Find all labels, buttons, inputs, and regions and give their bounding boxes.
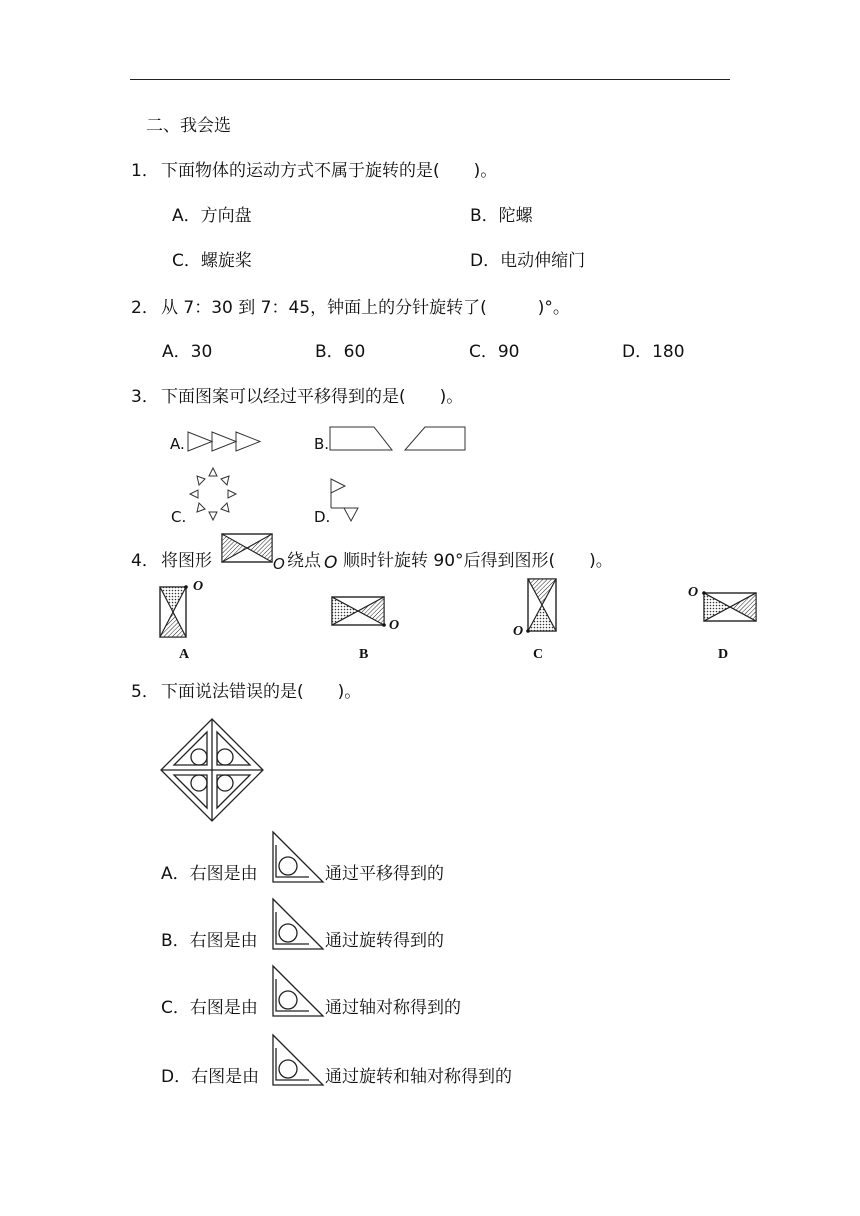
q2-stem: 从 7：30 到 7：45，钟面上的分针旋转了( )°。 [161,298,570,318]
q1-number: 1． [131,161,159,181]
q5-option-b-figure [272,898,324,950]
q4-stem-mid: 绕点 [287,551,321,571]
q2-option-a[interactable]: A．30 [162,342,213,362]
q5-option-c-pre[interactable]: C．右图是由 [161,998,258,1018]
q5-option-d-figure [272,1034,324,1086]
q1-option-b[interactable]: B．陀螺 [470,206,533,226]
q3-option-a-figure [187,431,263,453]
q5-option-b-post: 通过旋转得到的 [325,931,444,951]
q4-option-d-figure[interactable] [703,592,757,622]
q4-option-b-point: O [389,618,400,633]
q5-option-c-post: 通过轴对称得到的 [325,998,461,1018]
q4-stem-pre: 将图形 [161,551,212,571]
q5-main-figure [160,718,264,822]
q3-option-d-figure [330,477,362,523]
q5-option-d-pre[interactable]: D．右图是由 [161,1067,260,1087]
q4-option-b-label[interactable]: B [359,647,369,662]
q5-option-a-figure [272,831,324,883]
q5-option-d-post: 通过旋转和轴对称得到的 [325,1067,512,1087]
q3-option-d-label[interactable]: D. [314,508,331,526]
q3-option-c-figure [185,466,241,522]
q3-option-a-label[interactable]: A. [170,435,185,453]
q5-option-a-pre[interactable]: A．右图是由 [161,864,258,884]
q5-option-a-post: 通过平移得到的 [325,864,444,884]
q3-option-b-figure [329,426,469,452]
q2-option-b[interactable]: B．60 [315,342,366,362]
q4-stem-post: 顺时针旋转 90°后得到图形( )。 [343,551,613,571]
q4-option-d-label[interactable]: D [718,647,729,662]
q2-option-d[interactable]: D．180 [622,342,685,362]
q3-option-c-label[interactable]: C. [171,508,187,526]
q4-option-c-point: O [513,624,524,639]
q1-option-c[interactable]: C．螺旋桨 [172,251,252,271]
q4-option-d-point: O [688,585,699,600]
q4-option-c-label[interactable]: C [533,647,544,662]
q4-number: 4． [131,551,159,571]
q5-number: 5． [131,682,159,702]
q4-option-a-label[interactable]: A [179,647,190,662]
q4-option-b-figure[interactable] [331,596,385,626]
q3-option-b-label[interactable]: B. [314,435,330,453]
q4-option-a-figure[interactable] [159,586,187,638]
q4-source-figure [221,533,273,563]
q1-option-d[interactable]: D．电动伸缩门 [470,251,586,271]
q4-option-c-figure[interactable] [527,578,557,632]
header-rule [130,79,730,80]
q2-option-c[interactable]: C．90 [469,342,520,362]
q4-point-label: O [324,553,338,573]
q3-stem: 下面图案可以经过平移得到的是( )。 [161,387,464,407]
q5-option-b-pre[interactable]: B．右图是由 [161,931,258,951]
q1-stem: 下面物体的运动方式不属于旋转的是( )。 [161,161,498,181]
q4-point-label-stem: O [273,555,285,573]
q2-number: 2． [131,298,159,318]
q3-number: 3． [131,387,159,407]
q5-stem: 下面说法错误的是( )。 [161,682,362,702]
q1-option-a[interactable]: A．方向盘 [172,206,252,226]
section-title: 二、我会选 [146,116,231,136]
q5-option-c-figure [272,965,324,1017]
q4-option-a-point: O [193,579,204,594]
